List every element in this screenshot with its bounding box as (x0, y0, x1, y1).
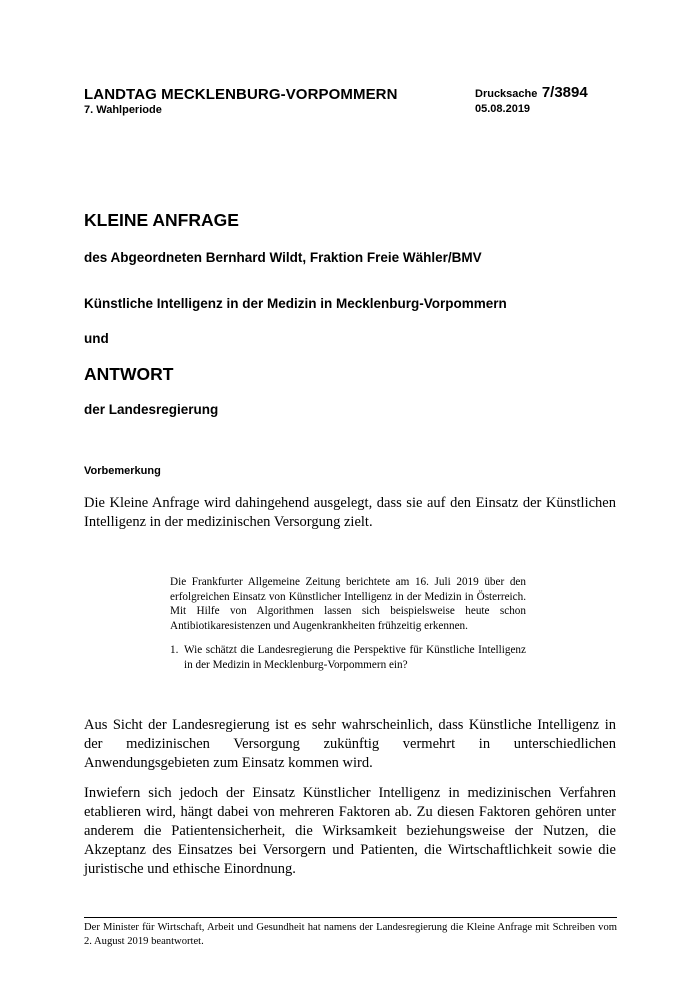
subject-line: Künstliche Intelligenz in der Medizin in Mecklenburg-Vorpommern (84, 296, 507, 311)
und-line: und (84, 331, 109, 346)
question-number: 1. (170, 644, 179, 656)
respondent-line: der Landesregierung (84, 402, 219, 417)
heading-antwort: ANTWORT (84, 364, 174, 384)
footnote: Der Minister für Wirtschaft, Arbeit und Gesundheit hat namens der Landesregierung die Kleine Anfrage mit Schreiben vom 2. August 2019 beantwortet. (84, 922, 617, 947)
legislative-period: 7. Wahlperiode (84, 104, 162, 116)
preliminary-text: Die Kleine Anfrage wird dahingehend ausgelegt, dass sie auf den Einsatz der Künstlichen Intelligenz in der medizinischen Versorgung zielt. (84, 495, 616, 530)
document-number: 7/3894 (541, 84, 588, 101)
question-item (170, 643, 526, 672)
preliminary-heading: Vorbemerkung (84, 465, 161, 477)
quote-text: Die Frankfurter Allgemeine Zeitung berichtete am 16. Juli 2019 über den erfolgreichen Einsatz von Künstlicher Intelligenz in der Medizin in Österreich. Mit Hilfe von Algorithmen lassen sich beispielsweise heute schon Antibiotikaresistenzen und Augenkrankheiten frühzeitig erkennen. (170, 576, 526, 632)
footnote-rule (84, 917, 617, 918)
header-right (475, 84, 588, 115)
author-line: des Abgeordneten Bernhard Wildt, Fraktion Freie Wähler/BMV (84, 250, 482, 265)
answer-paragraph-1: Aus Sicht der Landesregierung ist es sehr wahrscheinlich, dass Künstliche Intelligenz in der medizinischen Versorgung zukünftig vermehrt in unterschiedlichen Anwendungsgebieten zum Einsatz kommen wird. (84, 717, 616, 771)
question-text: Wie schätzt die Landesregierung die Perspektive für Künstliche Intelligenz in der Medizin in Mecklenburg-Vorpommern ein? (184, 644, 526, 671)
document-date: 05.08.2019 (475, 103, 531, 115)
document-label: Drucksache (475, 88, 538, 100)
heading-kleine-anfrage: KLEINE ANFRAGE (84, 210, 239, 230)
answer-paragraph-2: Inwiefern sich jedoch der Einsatz Künstlicher Intelligenz in medizinischen Verfahren etablieren wird, hängt dabei von mehreren Faktoren ab. Zu diesen Faktoren gehören unter anderem die Patientensicherheit, die Wirksamkeit beziehungsweise der Nutzen, die Akzeptanz des Einsatzes bei Versorgern und Patienten, die Wirtschaftlichkeit sowie die juristische und ethische Einordnung. (84, 785, 616, 877)
header-left (84, 86, 398, 116)
parliament-name: LANDTAG MECKLENBURG-VORPOMMERN (84, 86, 398, 103)
document-id (475, 84, 588, 102)
